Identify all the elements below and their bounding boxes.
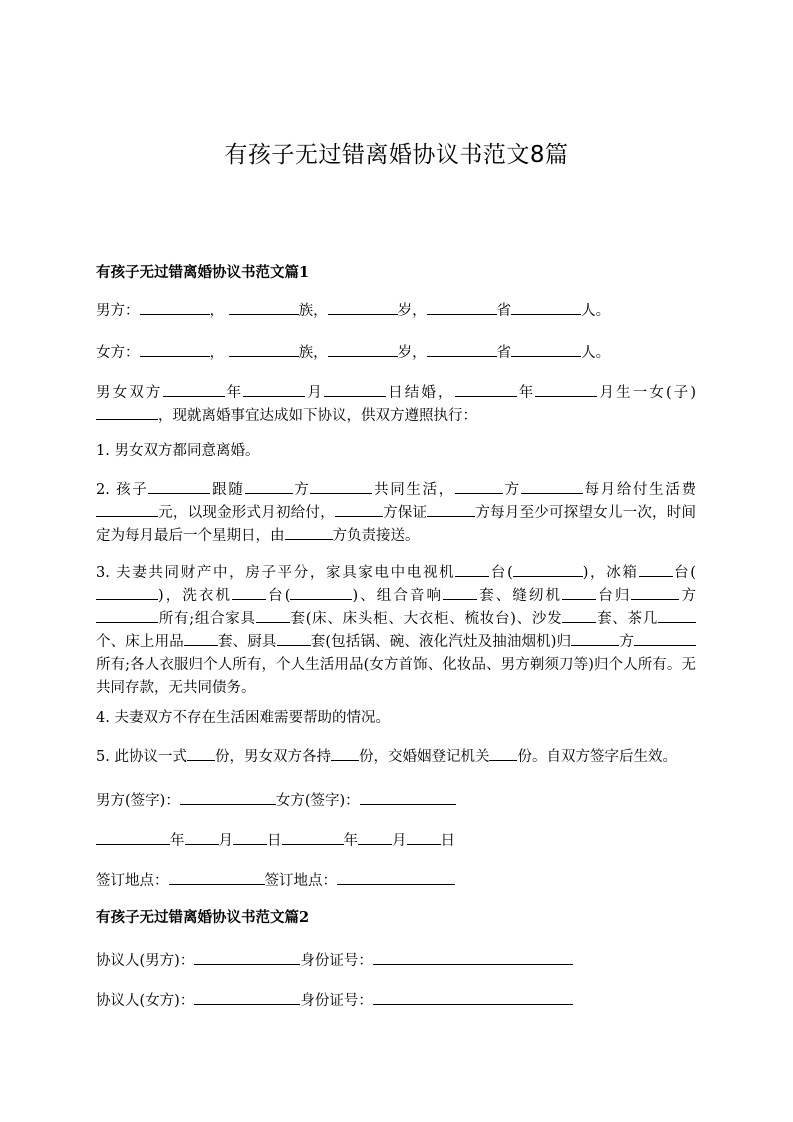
- section-heading-1: 有孩子无过错离婚协议书范文篇1: [96, 264, 310, 281]
- male-info-line: 男方： ， 族， 岁， 省 人。: [96, 300, 696, 323]
- place-line: 签订地点： 签订地点：: [96, 870, 696, 893]
- intro-paragraph: 男女双方 年 月 日结婚， 年 月生一女(子)，现就离婚事宜达成如下协议，供双方遵照执行：: [96, 382, 696, 428]
- item-3: 3. 夫妻共同财产中，房子平分，家具家电中电视机 台( )，冰箱 台()，洗衣机 台( )、组合音响 套、缝纫机 台归 方所有;组合家具 套(床、床头柜、大衣柜、梳妆台)、沙发 套、茶几个、床上用品 套、厨具 套(包括锅、碗、液化汽灶及抽油烟机)归 方所有;各人衣服归个人所有，个人生活用品(女方首饰、化妆品、男方剃须刀等)归个人所有。无共同存款，无共同债务。: [96, 562, 696, 700]
- date-line: 年 月 日 年 月 日: [96, 830, 696, 853]
- section-heading-2: 有孩子无过错离婚协议书范文篇2: [96, 909, 310, 926]
- item-2: 2. 孩子 跟随 方 共同生活， 方 每月给付生活费元，以现金形式月初给付， 方保证 方每月至少可探望女儿一次，时间定为每月最后一个星期日，由 方负责接送。: [96, 479, 696, 548]
- signature-line: 男方(签字)： 女方(签字)：: [96, 790, 696, 813]
- item-4: 4. 夫妻双方不存在生活困难需要帮助的情况。: [96, 710, 390, 726]
- party-male-line: 协议人(男方)： 身份证号：: [96, 950, 696, 973]
- page-title: 有孩子无过错离婚协议书范文8篇: [224, 142, 569, 168]
- party-female-line: 协议人(女方)： 身份证号：: [96, 990, 696, 1013]
- item-5: 5. 此协议一式 份，男女双方各持 份，交婚姻登记机关 份。自双方签字后生效。: [96, 746, 696, 769]
- item-1: 1. 男女双方都同意离婚。: [96, 443, 260, 459]
- female-info-line: 女方： ， 族， 岁， 省 人。: [96, 342, 696, 365]
